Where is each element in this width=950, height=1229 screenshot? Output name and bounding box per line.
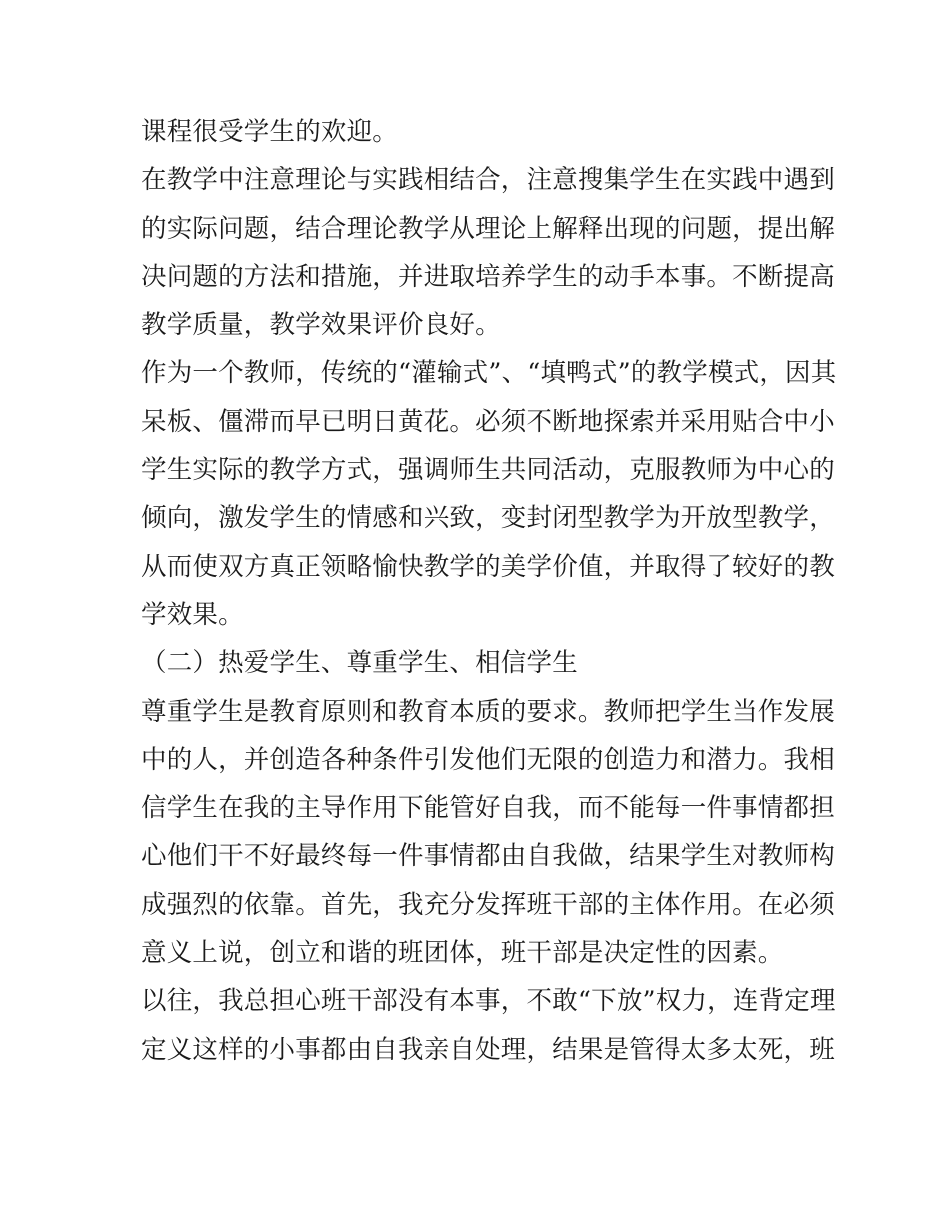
text-line: 意义上说，创立和谐的班团体，班干部是决定性的因素。 (141, 938, 784, 969)
text-line: 学效果。 (141, 599, 244, 630)
text-line: 教学质量，教学效果评价良好。 (141, 310, 501, 341)
text-line: 决问题的方法和措施，并进取培养学生的动手本事。不断提高 (141, 261, 835, 292)
text-line: 成强烈的依靠。首先，我充分发挥班干部的主体作用。在必须 (141, 889, 835, 920)
text-line: 课程很受学生的欢迎。 (141, 117, 399, 147)
text-line: 的实际问题，结合理论教学从理论上解释出现的问题，提出解 (141, 213, 835, 244)
text-line: 在教学中注意理论与实践相结合，注意搜集学生在实践中遇到 (141, 165, 835, 196)
text-line: 作为一个教师，传统的“灌输式”、“填鸭式”的教学模式，因其 (141, 358, 837, 389)
text-line: 尊重学生是教育原则和教育本质的要求。教师把学生当作发展 (141, 696, 835, 727)
text-line: 倾向，激发学生的情感和兴致，变封闭型教学为开放型教学， (141, 503, 835, 534)
text-line: 定义这样的小事都由自我亲自处理，结果是管得太多太死，班 (141, 1034, 835, 1065)
body-text (141, 108, 837, 1074)
text-line: 呆板、僵滞而早已明日黄花。必须不断地探索并采用贴合中小 (141, 406, 835, 437)
section-heading: （二）热爱学生、尊重学生、相信学生 (141, 648, 578, 679)
text-line: 以往，我总担心班干部没有本事，不敢“下放”权力，连背定理 (141, 986, 836, 1017)
text-line: 信学生在我的主导作用下能管好自我，而不能每一件事情都担 (141, 793, 835, 824)
text-line: 心他们干不好最终每一件事情都由自我做，结果学生对教师构 (141, 841, 835, 872)
text-line: 学生实际的教学方式，强调师生共同活动，克服教师为中心的 (141, 455, 835, 486)
text-line: 从而使双方真正领略愉快教学的美学价值，并取得了较好的教 (141, 551, 835, 582)
text-line: 中的人，并创造各种条件引发他们无限的创造力和潜力。我相 (141, 744, 835, 775)
